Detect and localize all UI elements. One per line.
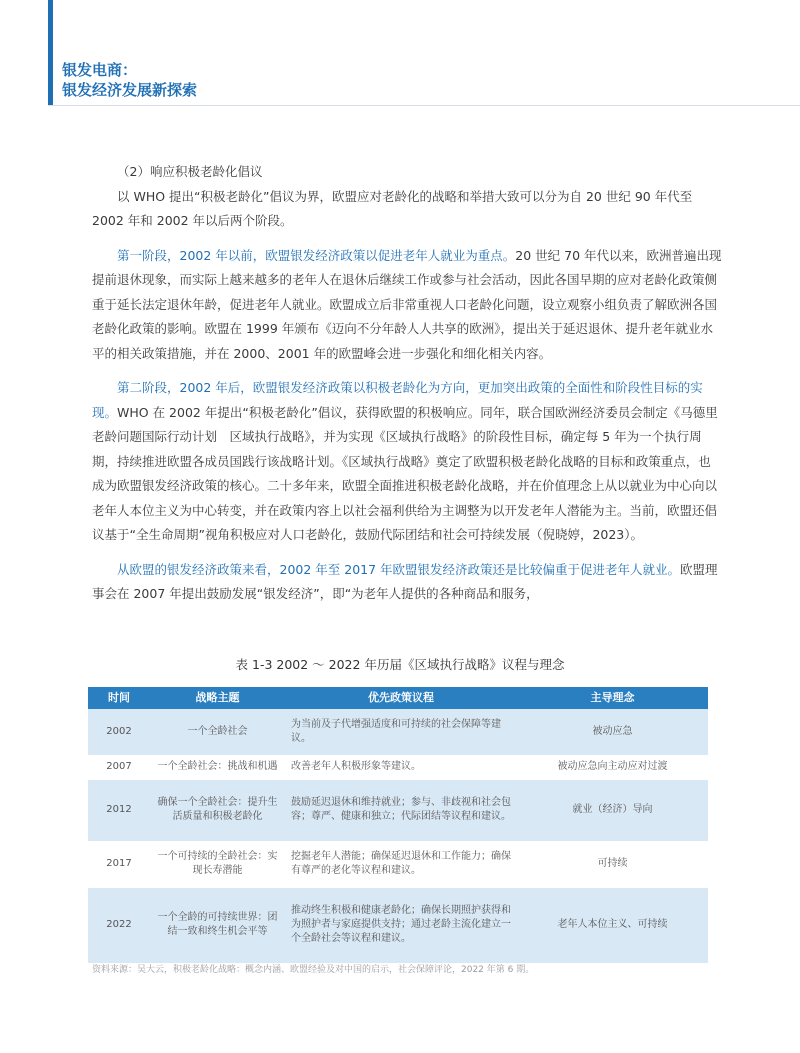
table-source-note: 资料来源：吴大云，积极老龄化战略：概念内涵、欧盟经验及对中国的启示，社会保障评论，2022 年第 6 期。 bbox=[92, 965, 535, 975]
cell-year: 2022 bbox=[88, 887, 150, 963]
header-title-line1: 银发电商： bbox=[62, 61, 138, 79]
header-accent-bar bbox=[48, 0, 53, 105]
cell-theme: 一个可持续的全龄社会：实现长寿潜能 bbox=[150, 841, 285, 887]
cell-concept: 被动应急 bbox=[517, 709, 708, 755]
cell-agenda: 为当前及子代增强适度和可持续的社会保障等建议。 bbox=[285, 709, 517, 755]
cell-theme: 一个全龄社会 bbox=[150, 709, 285, 755]
stage-one-highlight: 第一阶段，2002 年以前，欧盟银发经济政策以促进老年人就业为重点。 bbox=[117, 247, 516, 263]
paragraph-summary bbox=[92, 558, 722, 607]
cell-concept: 被动应急向主动应对过渡 bbox=[517, 755, 708, 779]
stage-two-text: WHO 在 2002 年提出“积极老龄化”倡议，获得欧盟的积极响应。同年，联合国欧洲经济委员会制定《马德里老龄问题国际行动计划 区域执行战略》，并为实现《区域执行战略》的阶段性目标，确定每 5 年为一个执行周期，持续推进欧盟各成员国践行该战略计划。《区域执行战略》奠定了欧盟积极老龄化战略的目标和政策重点，也成为欧盟银发经济政策的核心。二十多年来，欧盟全面推进积极老龄化战略，并在价值理念上从以就业为中心向以老年人本位主义为中心转变，并在政策内容上以社会福利供给为主调整为以开发老年人潜能为主。当前，欧盟还倡议基于“全生命周期”视角积极应对人口老龄化，鼓励代际团结和社会可持续发展（倪晓婷，2023）。 bbox=[92, 404, 718, 542]
header-cell-year: 时间 bbox=[88, 687, 150, 709]
header-cell-concept: 主导理念 bbox=[517, 687, 708, 709]
header-cell-theme: 战略主题 bbox=[150, 687, 285, 709]
intro-paragraph: 以 WHO 提出“积极老龄化”倡议为界，欧盟应对老龄化的战略和举措大致可以分为自 20 世纪 90 年代至 2002 年和 2002 年以后两个阶段。 bbox=[92, 188, 693, 228]
table-row bbox=[88, 755, 708, 779]
stage-two-highlight: 第二阶段，2002 年后，欧盟银发经济政策以积极老龄化为方向，更加突出政策的全面性和阶段性目标的实现。 bbox=[92, 380, 703, 420]
table-row bbox=[88, 779, 708, 841]
paragraph-stage-one bbox=[92, 244, 722, 367]
cell-year: 2017 bbox=[88, 841, 150, 887]
header-title-line2: 银发经济发展新探索 bbox=[62, 81, 198, 99]
cell-agenda: 推动终生积极和健康老龄化；确保长期照护获得和为照护者与家庭提供支持；通过老龄主流化建立一个全龄社会等议程和建议。 bbox=[285, 887, 517, 963]
running-header bbox=[62, 60, 197, 100]
cell-agenda: 改善老年人积极形象等建议。 bbox=[285, 755, 517, 779]
table-row bbox=[88, 709, 708, 755]
cell-year: 2012 bbox=[88, 779, 150, 841]
cell-theme: 确保一个全龄社会：提升生活质量和积极老龄化 bbox=[150, 779, 285, 841]
cell-concept: 老年人本位主义、可持续 bbox=[517, 887, 708, 963]
summary-highlight: 从欧盟的银发经济政策来看，2002 年至 2017 年欧盟银发经济政策还是比较偏重于促进老年人就业。 bbox=[117, 561, 681, 577]
section-subheading: （2）响应积极老龄化倡议 bbox=[117, 164, 263, 179]
cell-concept: 就业（经济）导向 bbox=[517, 779, 708, 841]
cell-theme: 一个全龄的可持续世界：团结一致和终生机会平等 bbox=[150, 887, 285, 963]
table-row bbox=[88, 841, 708, 887]
header-divider bbox=[48, 105, 800, 106]
agenda-table bbox=[88, 687, 708, 964]
summary-text: 欧盟理事会在 2007 年提出鼓励发展“银发经济”，即“为老年人提供的各种商品和服务， bbox=[92, 561, 718, 601]
stage-one-text: 20 世纪 70 年代以来，欧洲普遍出现提前退休现象，而实际上越来越多的老年人在退休后继续工作或参与社会活动，因此各国早期的应对老龄化政策侧重于延长法定退休年龄，促进老年人就业。欧盟成立后非常重视人口老龄化问题，设立观察小组负责了解欧洲各国老龄化政策的影响。欧盟在 1999 年颁布《迈向不分年龄人人共享的欧洲》，提出关于延迟退休、提升老年就业水平的相关政策措施，并在 2000、2001 年的欧盟峰会进一步强化和细化相关内容。 bbox=[92, 247, 722, 361]
header-cell-agenda: 优先政策议程 bbox=[285, 687, 517, 709]
cell-theme: 一个全龄社会：挑战和机遇 bbox=[150, 755, 285, 779]
table-caption: 表 1-3 2002 ～ 2022 年历届《区域执行战略》议程与理念 bbox=[235, 657, 565, 672]
cell-agenda: 挖掘老年人潜能；确保延迟退休和工作能力；确保有尊严的老化等议程和建议。 bbox=[285, 841, 517, 887]
table-header-row bbox=[88, 687, 708, 709]
cell-concept: 可持续 bbox=[517, 841, 708, 887]
cell-year: 2002 bbox=[88, 709, 150, 755]
cell-year: 2007 bbox=[88, 755, 150, 779]
paragraph-stage-two bbox=[92, 376, 722, 548]
table-row bbox=[88, 887, 708, 963]
cell-agenda: 鼓励延迟退休和维持就业；参与、非歧视和社会包容；尊严、健康和独立；代际团结等议程和建议。 bbox=[285, 779, 517, 841]
body-text bbox=[92, 160, 722, 617]
